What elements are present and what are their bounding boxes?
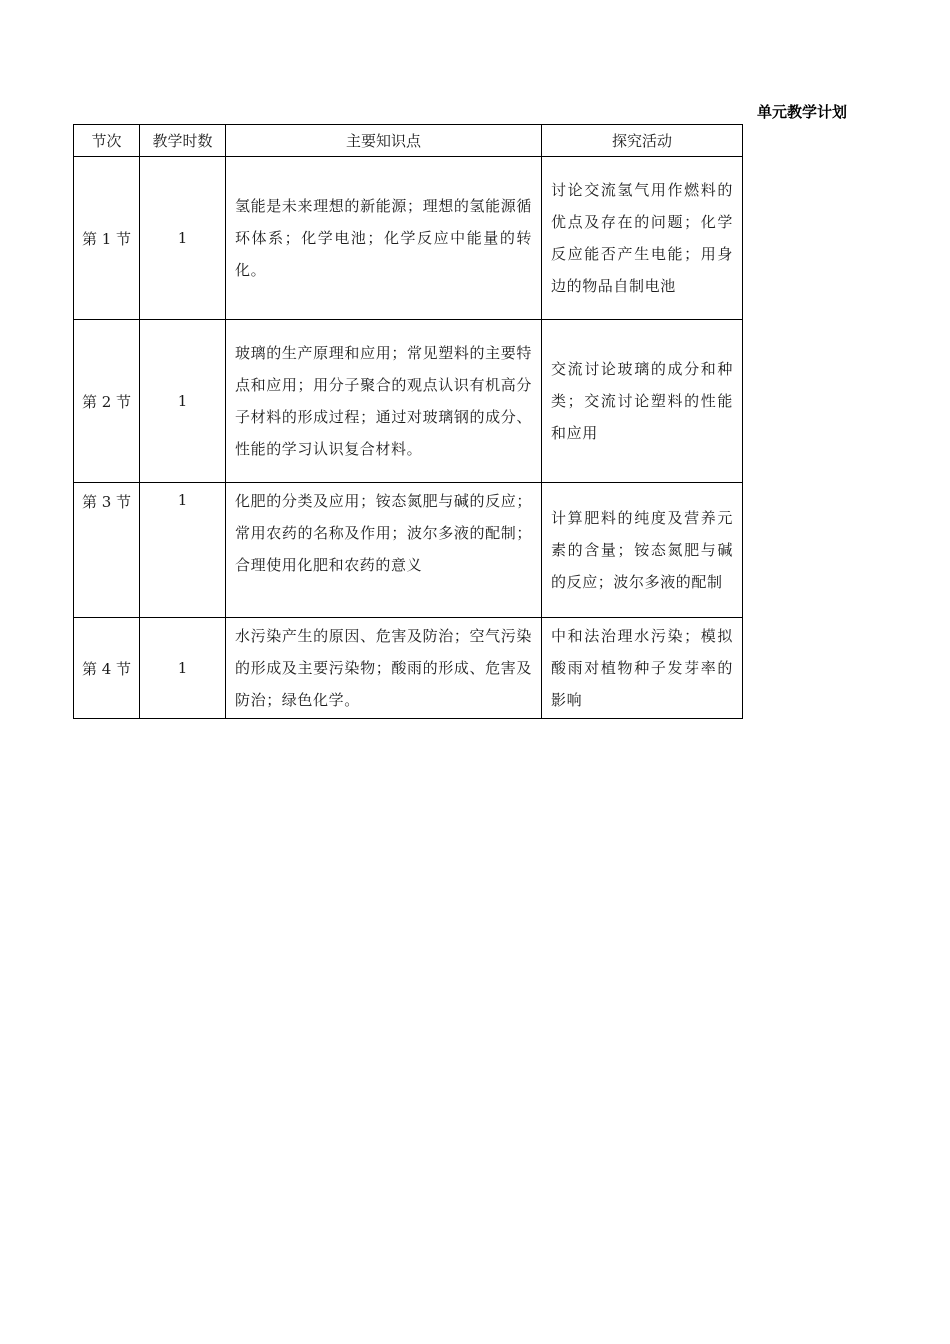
cell-knowledge: 氢能是未来理想的新能源；理想的氢能源循环体系；化学电池；化学反应中能量的转化。 — [226, 157, 542, 320]
table-row — [74, 483, 743, 618]
document-title: 单元教学计划 — [757, 103, 848, 121]
cell-activity: 计算肥料的纯度及营养元素的含量；铵态氮肥与碱的反应；波尔多液的配制 — [542, 483, 743, 618]
cell-activity: 交流讨论玻璃的成分和种类；交流讨论塑料的性能和应用 — [542, 320, 743, 483]
cell-activity: 中和法治理水污染；模拟酸雨对植物种子发芽率的影响 — [542, 618, 743, 719]
cell-hours: 1 — [140, 483, 226, 618]
cell-section: 第 2 节 — [74, 320, 140, 483]
table-row — [74, 618, 743, 719]
cell-knowledge: 玻璃的生产原理和应用；常见塑料的主要特点和应用；用分子聚合的观点认识有机高分子材料的形成过程；通过对玻璃钢的成分、性能的学习认识复合材料。 — [226, 320, 542, 483]
table-header-row — [74, 125, 743, 157]
header-hours: 教学时数 — [140, 125, 226, 157]
cell-section: 第 3 节 — [74, 483, 140, 618]
cell-hours: 1 — [140, 618, 226, 719]
header-section: 节次 — [74, 125, 140, 157]
cell-activity: 讨论交流氢气用作燃料的优点及存在的问题；化学反应能否产生电能；用身边的物品自制电池 — [542, 157, 743, 320]
cell-hours: 1 — [140, 157, 226, 320]
cell-knowledge: 化肥的分类及应用；铵态氮肥与碱的反应；常用农药的名称及作用；波尔多液的配制；合理使用化肥和农药的意义 — [226, 483, 542, 618]
cell-section: 第 4 节 — [74, 618, 140, 719]
cell-knowledge: 水污染产生的原因、危害及防治；空气污染的形成及主要污染物；酸雨的形成、危害及防治；绿色化学。 — [226, 618, 542, 719]
teaching-plan-table — [73, 124, 743, 719]
cell-section: 第 1 节 — [74, 157, 140, 320]
table-row — [74, 157, 743, 320]
header-knowledge: 主要知识点 — [226, 125, 542, 157]
table-row — [74, 320, 743, 483]
cell-hours: 1 — [140, 320, 226, 483]
header-activity: 探究活动 — [542, 125, 743, 157]
